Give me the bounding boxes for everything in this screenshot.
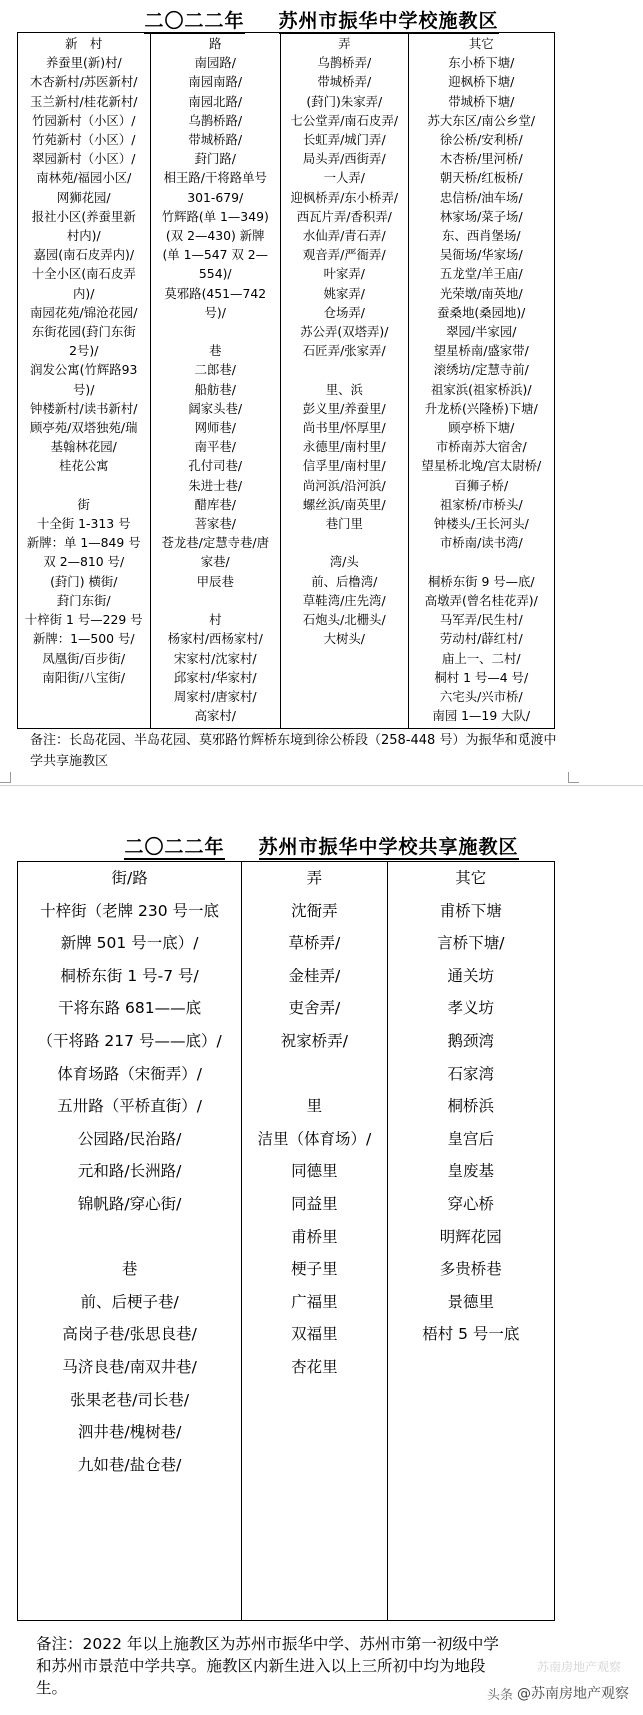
column-entry: 泗井巷/槐树巷/ bbox=[77, 1423, 182, 1442]
column-entry: 润发公寓(竹辉路93 bbox=[30, 362, 138, 378]
column-entry: 草桥弄/ bbox=[288, 934, 341, 953]
column-entry: 望星桥北堍/宫太尉桥/ bbox=[421, 458, 542, 474]
column-entry: 马济良巷/南双井巷/ bbox=[62, 1357, 197, 1376]
column-entry: 甫桥里 bbox=[291, 1227, 338, 1246]
column-header: 其它 bbox=[468, 36, 494, 51]
column-entry: 迎枫桥弄/东小桥弄/ bbox=[290, 189, 399, 205]
column-entry: 莫邪路(451—742 bbox=[164, 285, 267, 301]
column-entry: 周家村/唐家村/ bbox=[173, 688, 257, 704]
column-entry: 滚绣坊/定慧寺前/ bbox=[433, 362, 529, 378]
column-entry: 草鞋湾/庄先湾/ bbox=[302, 592, 386, 608]
column-entry: (单 1—547 双 2— bbox=[162, 247, 269, 263]
column-entry: 百狮子桥/ bbox=[454, 477, 509, 493]
column-entry: 十全街 1-313 号 bbox=[37, 516, 131, 532]
column-entry: 孔付司巷/ bbox=[188, 458, 243, 474]
doc1-note-line-2: 学共享施教区 bbox=[30, 754, 109, 769]
column-entry: 林家场/菜子场/ bbox=[439, 208, 523, 224]
column-header: 新 村 bbox=[65, 36, 103, 51]
column-entry: 元和路/长洲路/ bbox=[77, 1162, 182, 1181]
column-entry bbox=[242, 1058, 386, 1091]
column-entry: 号)/ bbox=[204, 304, 226, 320]
column-entry: 钟楼新村/读书新村/ bbox=[30, 400, 138, 416]
column-entry: 乌鹊桥路/ bbox=[188, 112, 243, 128]
doc1-col-2 bbox=[151, 33, 282, 728]
column-entry: 姚家弄/ bbox=[323, 285, 365, 301]
column-entry: 五卅路（平桥直街）/ bbox=[57, 1097, 202, 1116]
column-entry: 干将东路 681——底 bbox=[58, 999, 202, 1018]
column-entry: 南阳街/八宝街/ bbox=[42, 669, 126, 685]
column-entry: 甫桥下塘 bbox=[439, 901, 502, 920]
column-entry: 锦帆路/穿心街/ bbox=[77, 1194, 182, 1213]
column-entry bbox=[18, 1221, 241, 1254]
column-entry bbox=[18, 476, 150, 495]
doc2-title-year: 二〇二二年 bbox=[124, 836, 225, 858]
column-entry: 竹苑新村（小区）/ bbox=[32, 132, 136, 148]
column-entry: 554)/ bbox=[198, 266, 232, 282]
column-entry: 菩家巷/ bbox=[194, 516, 236, 532]
column-entry: 西瓦片弄/香积弄/ bbox=[296, 208, 392, 224]
column-header: 路 bbox=[209, 36, 222, 51]
column-entry: 高岗子巷/张思良巷/ bbox=[62, 1325, 197, 1344]
column-entry: 升龙桥(兴隆桥)下塘/ bbox=[424, 400, 538, 416]
column-entry: 十全小区(南石皮弄 bbox=[31, 266, 136, 282]
page-corner-right bbox=[568, 772, 579, 783]
column-entry bbox=[281, 533, 408, 552]
column-entry: 新牌：1—500 号/ bbox=[32, 631, 135, 647]
column-entry: 永德里/南村里/ bbox=[302, 439, 386, 455]
column-entry: 养蚕里(新)村/ bbox=[45, 55, 122, 71]
column-entry: 梗子里 bbox=[291, 1260, 338, 1279]
column-entry: 七公堂弄/南石皮弄/ bbox=[290, 112, 399, 128]
column-entry: 街 bbox=[77, 496, 90, 512]
column-entry bbox=[281, 360, 408, 379]
column-entry: 长虹弄/城门弄/ bbox=[302, 132, 386, 148]
column-entry: (葑门) 横街/ bbox=[50, 573, 118, 589]
column-entry: 同益里 bbox=[291, 1194, 338, 1213]
column-entry: 皇废基 bbox=[447, 1162, 495, 1181]
column-entry: 蚕桑地(桑园地)/ bbox=[437, 304, 526, 320]
column-entry: 巷 bbox=[121, 1260, 138, 1279]
column-entry: 尚书里/怀厚里/ bbox=[302, 420, 386, 436]
faint-watermark: 苏南房地产观察 bbox=[536, 1660, 621, 1674]
column-entry bbox=[409, 552, 554, 571]
doc2-title-main: 苏州市振华中学校共享施教区 bbox=[258, 836, 519, 858]
column-entry: 多贵桥巷 bbox=[439, 1260, 502, 1279]
column-entry: 宋家村/沈家村/ bbox=[173, 650, 257, 666]
column-entry: 南平巷/ bbox=[194, 439, 236, 455]
column-entry: 石家湾 bbox=[447, 1064, 495, 1083]
column-entry: 翠园新村（小区）/ bbox=[32, 151, 136, 167]
watermark-account: @苏南房地产观察 bbox=[517, 1686, 629, 1702]
column-entry: 木杏新村/苏医新村/ bbox=[30, 74, 138, 90]
column-entry: 通关坊 bbox=[447, 966, 495, 985]
column-entry: 苏公弄(双塔弄)/ bbox=[300, 324, 389, 340]
column-entry: (葑门)朱家弄/ bbox=[306, 93, 383, 109]
column-entry: 南园路/ bbox=[194, 55, 236, 71]
column-entry: 嘉园(南石皮弄内)/ bbox=[33, 247, 135, 263]
column-entry: 报社小区(养蚕里新 bbox=[31, 208, 136, 224]
column-entry: 马军弄/民生村/ bbox=[439, 612, 523, 628]
column-entry: 带城桥下塘/ bbox=[448, 93, 515, 109]
column-entry: 乌鹊桥弄/ bbox=[317, 55, 372, 71]
column-entry: 带城桥路/ bbox=[188, 132, 243, 148]
column-entry: 市桥南/读书湾/ bbox=[439, 535, 523, 551]
doc2-note-line-1: 备注：2022 年以上施教区为苏州市振华中学、苏州市第一初级中学 bbox=[36, 1635, 499, 1653]
column-entry: 钟楼头/王长河头/ bbox=[433, 516, 529, 532]
doc1-note bbox=[30, 730, 590, 772]
column-entry: 体育场路（宋衙弄）/ bbox=[57, 1064, 202, 1083]
column-entry: 带城桥弄/ bbox=[317, 74, 372, 90]
column-entry: 桐桥东街 9 号—底/ bbox=[427, 573, 535, 589]
column-entry: 洁里（体育场）/ bbox=[257, 1129, 372, 1148]
column-entry: 孝义坊 bbox=[447, 999, 495, 1018]
column-entry: 螺丝浜/南英里/ bbox=[302, 496, 386, 512]
column-entry: 船舫巷/ bbox=[194, 381, 236, 397]
doc2-table bbox=[17, 861, 555, 1621]
column-header: 其它 bbox=[455, 869, 487, 887]
column-entry: 双 2—810 号/ bbox=[43, 554, 125, 570]
column-entry: 湾/头 bbox=[329, 554, 359, 570]
column-entry: 二郎巷/ bbox=[194, 362, 236, 378]
column-entry: 彭义里/养蚕里/ bbox=[302, 400, 386, 416]
column-entry: 巷 bbox=[209, 343, 222, 359]
doc1-title-main: 苏州市振华中学校施教区 bbox=[278, 10, 499, 32]
column-entry: 石炮头/北栅头/ bbox=[302, 612, 386, 628]
column-entry: 迎枫桥下塘/ bbox=[448, 74, 515, 90]
column-entry: 前、后梗子巷/ bbox=[80, 1292, 179, 1311]
column-entry: 十梓街（老牌 230 号一底 bbox=[40, 901, 220, 920]
doc1-title-year: 二〇二二年 bbox=[144, 10, 245, 32]
column-entry: 沈衙弄 bbox=[291, 901, 338, 920]
column-entry: 内)/ bbox=[73, 285, 95, 301]
watermark-source: 头条 bbox=[486, 1687, 513, 1703]
column-entry: 望星桥南/盛家带/ bbox=[433, 343, 529, 359]
column-entry: 吴衙场/华家场/ bbox=[439, 247, 523, 263]
column-entry: 竹辉路(单 1—349) bbox=[161, 208, 269, 224]
column-entry: 南园 1—19 大队/ bbox=[432, 708, 531, 724]
doc2-note-line-3: 生。 bbox=[36, 1679, 68, 1697]
column-entry: 邱家村/华家村/ bbox=[173, 669, 257, 685]
column-entry: 市桥南苏大宿舍/ bbox=[435, 439, 527, 455]
watermark bbox=[487, 1683, 629, 1703]
column-entry: 村内)/ bbox=[66, 228, 101, 244]
column-entry: 信孚里/南村里/ bbox=[302, 458, 386, 474]
page-divider bbox=[0, 785, 643, 786]
column-entry: 新牌 501 号一底）/ bbox=[60, 934, 199, 953]
column-entry: 基翰林花园/ bbox=[50, 439, 117, 455]
column-entry: 大树头/ bbox=[323, 631, 365, 647]
column-entry: 叶家弄/ bbox=[323, 266, 365, 282]
column-entry: 顾亭桥下塘/ bbox=[448, 420, 515, 436]
column-entry: 尚河浜/沿河浜/ bbox=[302, 477, 386, 493]
column-entry: 2号)/ bbox=[69, 343, 99, 359]
column-entry: 翠园/半家园/ bbox=[446, 324, 517, 340]
column-entry: 南园花苑/锦沧花园/ bbox=[30, 304, 138, 320]
column-entry: 五龙堂/羊王庙/ bbox=[439, 266, 523, 282]
column-entry: 葑门东街/ bbox=[56, 592, 111, 608]
column-entry: 巷门里 bbox=[325, 516, 363, 532]
column-entry: 观音弄/严衙弄/ bbox=[302, 247, 386, 263]
column-entry: 金桂弄/ bbox=[288, 966, 341, 985]
column-entry: (双 2—430) 新牌 bbox=[165, 228, 265, 244]
column-entry: 新牌：单 1—849 号 bbox=[26, 535, 141, 551]
column-entry: 吏舍弄/ bbox=[288, 999, 341, 1018]
column-entry: 祝家桥弄/ bbox=[280, 1031, 349, 1050]
column-entry: 鹅颈湾 bbox=[447, 1031, 495, 1050]
column-entry: 南林苑/福园小区/ bbox=[36, 170, 132, 186]
column-entry: 同德里 bbox=[291, 1162, 338, 1181]
column-entry: 六宅头/兴市桥/ bbox=[439, 688, 523, 704]
column-header: 街/路 bbox=[111, 869, 148, 887]
column-entry: 东小桥下塘/ bbox=[448, 55, 515, 71]
column-entry: 公园路/民治路/ bbox=[77, 1129, 182, 1148]
column-entry: 石匠弄/张家弄/ bbox=[302, 343, 386, 359]
doc1-col-4 bbox=[409, 33, 554, 728]
column-entry: 桐桥东街 1 号-7 号/ bbox=[60, 966, 199, 985]
column-entry: 皇宫后 bbox=[447, 1129, 495, 1148]
column-entry: 高墩弄(曾名桂花弄)/ bbox=[424, 592, 538, 608]
column-entry: 一人弄/ bbox=[323, 170, 365, 186]
column-entry: （干将路 217 号——底）/ bbox=[37, 1031, 222, 1050]
column-entry: 南园北路/ bbox=[188, 93, 243, 109]
column-entry: 光荣墩/南英地/ bbox=[439, 285, 523, 301]
column-entry: 朱进士巷/ bbox=[188, 477, 243, 493]
doc1-col-3 bbox=[281, 33, 409, 728]
doc1-note-line-1: 备注：长岛花园、半岛花园、莫邪路竹辉桥东境到徐公桥段（258-448 号）为振华和觅渡中 bbox=[30, 733, 557, 748]
column-entry: 号)/ bbox=[73, 381, 95, 397]
column-entry: 景德里 bbox=[447, 1292, 495, 1311]
column-entry: 东街花园(葑门东街 bbox=[31, 324, 136, 340]
column-entry bbox=[151, 591, 281, 610]
column-entry: 广福里 bbox=[291, 1292, 338, 1311]
doc1-col-1 bbox=[18, 33, 151, 728]
column-entry: 竹园新村（小区）/ bbox=[32, 112, 136, 128]
column-entry: 阔家头巷/ bbox=[188, 400, 243, 416]
column-entry: 前、后橹湾/ bbox=[311, 573, 378, 589]
column-entry: 木杏桥/里河桥/ bbox=[439, 151, 523, 167]
column-entry: 朝天桥/红板桥/ bbox=[439, 170, 523, 186]
column-entry: 劳动村/薜红村/ bbox=[439, 631, 523, 647]
column-entry: 桂花公寓 bbox=[58, 458, 109, 474]
column-entry: 东、西肖堡场/ bbox=[442, 228, 521, 244]
doc2-title bbox=[0, 832, 643, 859]
column-entry: 醋库巷/ bbox=[194, 496, 236, 512]
column-entry: 穿心桥 bbox=[447, 1194, 495, 1213]
column-entry: 甲辰巷 bbox=[196, 573, 234, 589]
doc1-table bbox=[17, 32, 555, 729]
column-entry: 苍龙巷/定慧寺巷/唐 bbox=[161, 535, 269, 551]
column-entry: 葑门路/ bbox=[194, 151, 236, 167]
doc2-col-1 bbox=[18, 862, 242, 1620]
column-entry: 杏花里 bbox=[291, 1357, 338, 1376]
column-entry: 祖家桥/市桥头/ bbox=[439, 496, 523, 512]
column-entry: 桐村 1 号—4 号/ bbox=[434, 669, 529, 685]
column-entry: 相王路/干将路单号 bbox=[163, 170, 267, 186]
column-entry: 杨家村/西杨家村/ bbox=[167, 631, 263, 647]
column-entry: 村 bbox=[209, 612, 222, 628]
doc2-col-3 bbox=[388, 862, 554, 1620]
column-entry: 局头弄/西街弄/ bbox=[302, 151, 386, 167]
column-entry bbox=[151, 322, 281, 341]
column-entry: 水仙弄/青石弄/ bbox=[302, 228, 386, 244]
column-entry: 凤凰街/百步街/ bbox=[42, 650, 126, 666]
column-entry: 顾亭苑/双塔独苑/瑞 bbox=[30, 420, 138, 436]
column-entry: 九如巷/盐仓巷/ bbox=[77, 1455, 182, 1474]
column-header: 弄 bbox=[338, 36, 351, 51]
column-entry bbox=[409, 725, 554, 728]
column-entry: 南园南路/ bbox=[188, 74, 243, 90]
column-entry: 家巷/ bbox=[200, 554, 230, 570]
column-entry: 十梓街 1 号—229 号 bbox=[24, 612, 143, 628]
column-entry: 网师巷/ bbox=[194, 420, 236, 436]
doc2-note-line-2: 和苏州市景范中学共享。施教区内新生进入以上三所初中均为地段 bbox=[36, 1657, 486, 1675]
column-entry: 张果老巷/司长巷/ bbox=[70, 1390, 190, 1409]
column-entry: 高家村/ bbox=[194, 708, 236, 724]
column-entry: 明辉花园 bbox=[439, 1227, 502, 1246]
column-entry: 徐公桥/安利桥/ bbox=[439, 132, 523, 148]
column-entry: 玉兰新村/桂花新村/ bbox=[30, 93, 138, 109]
column-entry: 里、浜 bbox=[325, 381, 363, 397]
column-header: 弄 bbox=[306, 869, 323, 887]
column-entry: 桐桥浜 bbox=[447, 1097, 495, 1116]
column-entry: 仓场弄/ bbox=[323, 304, 365, 320]
column-entry: 苏大东区/南公乡堂/ bbox=[427, 112, 536, 128]
column-entry: 言桥下塘/ bbox=[437, 934, 505, 953]
doc1-title bbox=[0, 6, 643, 33]
doc2-col-2 bbox=[242, 862, 387, 1620]
page-corner-left bbox=[0, 772, 11, 783]
column-entry: 祖家浜(祖家桥浜)/ bbox=[430, 381, 532, 397]
column-entry: 网狮花园/ bbox=[56, 189, 111, 205]
column-entry: 301-679/ bbox=[187, 189, 244, 205]
column-entry: 庙上一、二村/ bbox=[442, 650, 521, 666]
column-entry: 双福里 bbox=[291, 1325, 338, 1344]
column-entry: 忠信桥/油车场/ bbox=[439, 189, 523, 205]
column-entry: 梧村 5 号一底 bbox=[422, 1325, 520, 1344]
column-entry: 里 bbox=[306, 1097, 323, 1116]
